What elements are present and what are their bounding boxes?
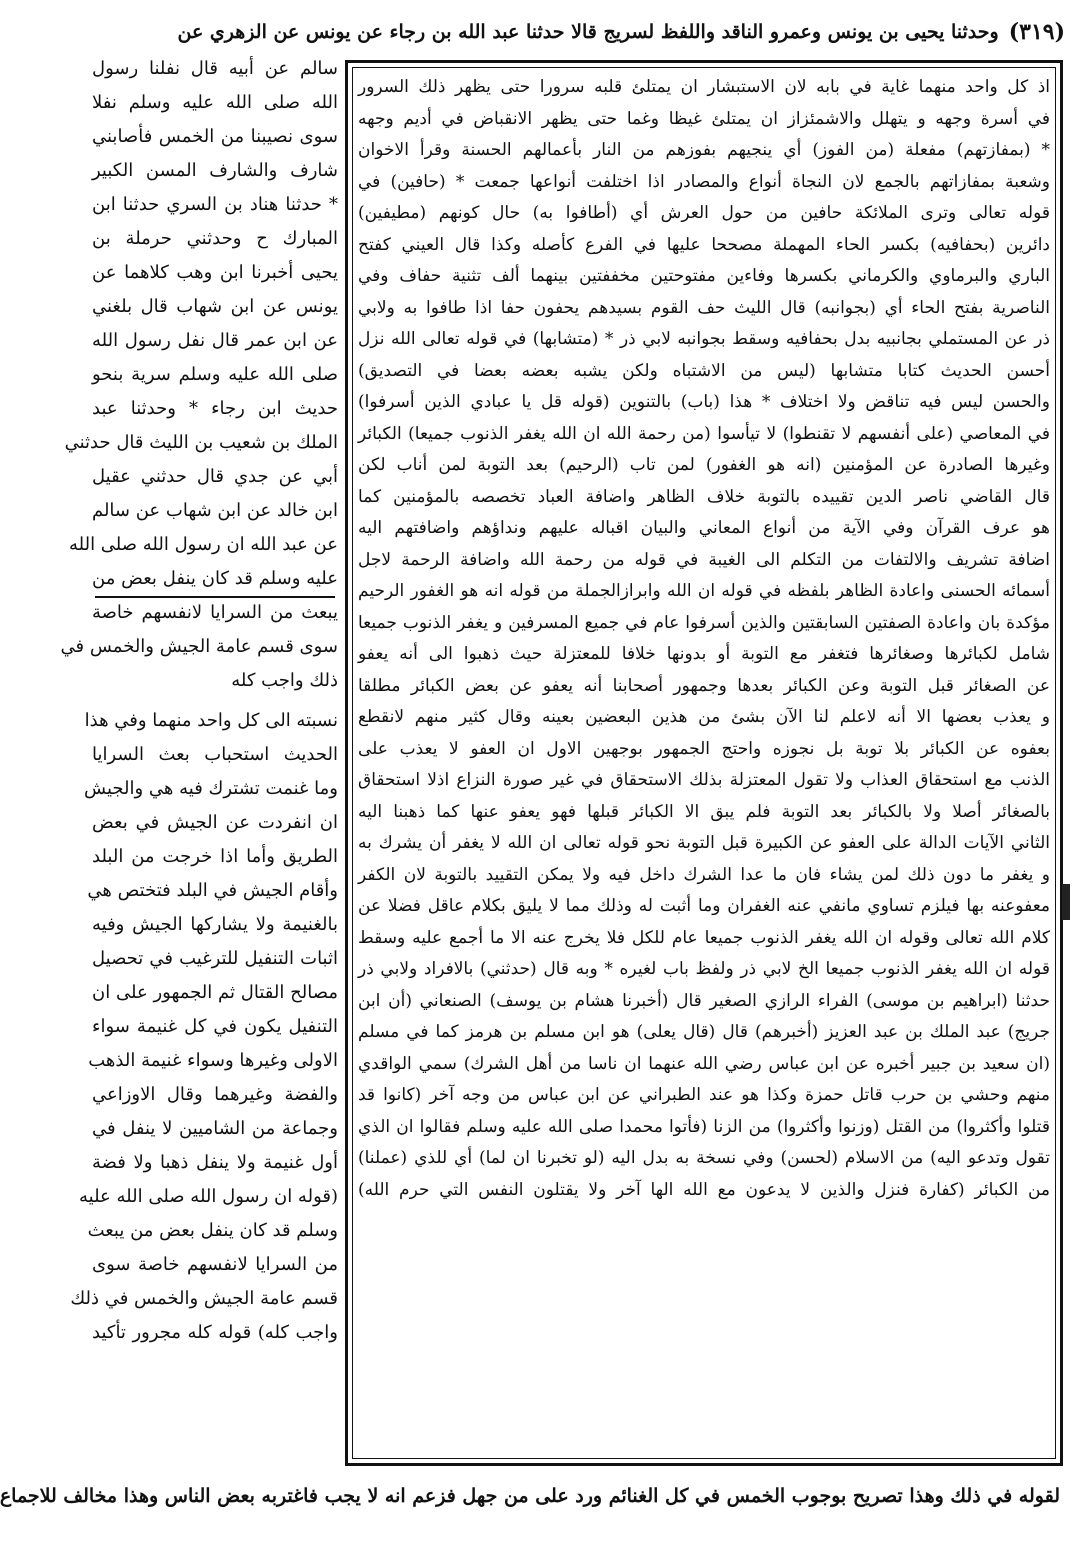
commentary-line: بعفوه عن الكبائر بلا توبة بل نجوزه واحتج الجمهور بوجهين الاول ان العفو لا يعذب على xyxy=(358,738,1050,759)
side-column-divider xyxy=(95,596,335,598)
side-line: وجماعة من الشاميين لا ينفل في xyxy=(92,1118,338,1139)
commentary-line: أسمائه الحسنى واعادة الظاهر بلفظه في قوله ان الله وابرازالجملة من قوله انه هو الغفور الرحيم xyxy=(358,581,1050,601)
side-column xyxy=(60,52,338,1452)
side-line: واجب كله) قوله كله مجرور تأكيد xyxy=(92,1322,338,1343)
side-line: ان انفردت عن الجيش في بعض xyxy=(92,812,338,833)
side-line: الملك بن شعيب بن الليث قال حدثني xyxy=(64,432,338,453)
commentary-line: الباري والبرماوي والكرماني بكسرها وفاءين مفتوحتين مخففتين بينهما ألف تثنية حفاف وفي xyxy=(358,266,1050,286)
commentary-line: عن الصغائر قبل التوبة وعن الكبائر بعدها وجمهور أصحابنا أنه يعفو عن بعض الكبائر مطلقا xyxy=(358,675,1051,696)
commentary-line: اذ كل واحد منهما غاية في بابه لان الاستبشار ان يمتلئ قلبه سرورا حتى يظهر ذلك السرور xyxy=(358,77,1050,97)
side-line: ذلك واجب كله xyxy=(231,670,338,691)
commentary-line: * (بمفازتهم) مفعلة (من الفوز) أي ينجيهم بفوزهم من النار بأعمالهم الحسنة وقرأ الاخوان xyxy=(358,140,1050,160)
side-line: وأقام الجيش في البلد فتختص هي xyxy=(87,880,338,901)
side-line: الاولى وغيرها وسواء غنيمة الذهب xyxy=(88,1050,338,1071)
side-line: شارف والشارف المسن الكبير xyxy=(92,160,338,181)
side-line: عن ابن عمر قال نفل رسول الله xyxy=(92,330,338,351)
side-line: سوى نصيبنا من الخمس فأصابني xyxy=(92,126,338,147)
side-line: نسبته الى كل واحد منهما وفي هذا xyxy=(84,710,338,731)
side-line: الحديث استحباب بعث السرايا xyxy=(92,744,338,765)
commentary-line: ذر عن المستملي بجانبيه بدل بحفافيه وسقط بجوانبه لابي ذر * (متشابها) في قوله تعالى الله نزل xyxy=(358,329,1050,349)
page-header xyxy=(95,14,1065,50)
side-line: حديث ابن رجاء * وحدثنا عبد xyxy=(92,398,338,419)
commentary-line: حدثنا (ابراهيم بن موسى) الفراء الرازي الصغير قال (أخبرنا هشام بن يوسف) الصنعاني (أن ابن xyxy=(358,990,1050,1011)
side-line: سالم عن أبيه قال نفلنا رسول xyxy=(92,58,338,79)
side-hadith-text xyxy=(60,52,338,698)
side-line: وما غنمت تشترك فيه هي والجيش xyxy=(84,778,338,799)
side-line: بالغنيمة ولا يشاركها الجيش وفيه xyxy=(92,914,338,935)
commentary-line: قتلوا وأكثروا) من القتل (وزنوا وأكثروا) من الزنا (فأتوا محمدا صلى الله عليه وسلم فقالوا ان الذي xyxy=(358,1116,1050,1137)
side-line: من السرايا لانفسهم خاصة سوى xyxy=(92,1254,338,1275)
side-sharh-text xyxy=(70,704,338,1350)
side-line: يبعث من السرايا لانفسهم خاصة xyxy=(92,602,338,623)
side-line: وسلم قد كان ينفل بعض من يبعث xyxy=(87,1220,338,1241)
side-line: أول غنيمة ولا ينفل ذهبا ولا فضة xyxy=(92,1152,338,1173)
commentary-line: (ان سعيد بن جبير أخبره عن ابن عباس رضي الله عنهما ان ناسا من أهل الشرك) سمي الواقدي xyxy=(358,1053,1050,1074)
side-line: ابن خالد عن ابن شهاب عن سالم xyxy=(91,500,338,521)
commentary-line: اضافة تشريف والالتفات من التكلم الى الغيبة في قوله من رحمة الله واضافة الرحمة لاجل xyxy=(358,549,1050,570)
commentary-line: الثاني الآيات الدالة على العفو عن الكبيرة قبل التوبة نحو قوله تعالى ان الله لا يغفر أن يشرك به xyxy=(358,833,1050,853)
commentary-line: قال القاضي ناصر الدين تقييده بالتوبة خلاف الظاهر واضافة العباد تخصصه بالمؤمنين كما xyxy=(358,486,1050,507)
commentary-line: قوله تعالى وترى الملائكة حافين من حول العرش أي (أطافوا به) حال كونهم (مطيفين) xyxy=(358,203,1050,223)
commentary-line: الناصرية بفتح الحاء أي (بجوانبه) قال الليث حف القوم بسيدهم يحفون حفا اذا طافوا به ولابي xyxy=(358,297,1050,318)
side-line: سوى قسم عامة الجيش والخمس في xyxy=(60,636,338,657)
commentary-line: أحسن الحديث كتابا متشابها (ليس من الاشتباه ولكن يشبه بعضه بعضا في التصديق) xyxy=(358,360,1050,381)
side-line: الطريق وأما اذا خرجت من البلد xyxy=(92,846,338,867)
side-line: * حدثنا هناد بن السري حدثنا ابن xyxy=(92,194,338,215)
side-line: المبارك ح وحدثني حرملة بن xyxy=(92,228,338,249)
side-line: مصالح القتال ثم الجمهور على ان xyxy=(92,982,338,1003)
side-line: (قوله ان رسول الله صلى الله عليه xyxy=(79,1186,338,1207)
commentary-line: منهم وحشي بن حرب قاتل حمزة وكذا هو عند الطبراني عن ابن عباس من وجه آخر (كانوا قد xyxy=(358,1085,1050,1105)
commentary-line: في المعاصي (على أنفسهم لا تقنطوا) لا تيأسوا (من رحمة الله ان الله يغفر الذنوب جميعا) الكبائر xyxy=(358,423,1050,444)
commentary-line: جريج) عبد الملك بن عبد العزيز (أخبرهم) قال (قال يعلى) هو ابن مسلم بن هرمز كما في مسلم xyxy=(358,1022,1050,1042)
header-hadith-text: وحدثنا يحيى بن يونس وعمرو الناقد واللفظ لسريج قالا حدثنا عبد الله بن رجاء عن يونس عن الزهري عن xyxy=(177,21,999,43)
side-line: التنفيل يكون في كل غنيمة سواء xyxy=(92,1016,338,1037)
commentary-line: وغيرها الصادرة عن المؤمنين (انه هو الغفور) لمن تاب (الرحيم) بعد التوبة لمن أناب لكن xyxy=(358,455,1050,475)
page-number: (٣١٩) xyxy=(1008,19,1065,45)
commentary-text-block xyxy=(358,72,1050,1452)
commentary-line: والحسن ليس فيه تناقض ولا اختلاف * هذا (باب) بالتنوين (قوله قل يا عبادي الذين أسرفوا) xyxy=(358,392,1050,412)
side-line: أبي عن جدي قال حدثني عقيل xyxy=(92,466,338,487)
commentary-line: و يغفر ما دون ذلك لمن يشاء فان ما عدا الشرك داخل فيه ولا يمكن التقييد بالتوبة لان الكفر xyxy=(358,864,1050,885)
commentary-line: كلام الله تعالى وقوله ان الله يغفر الذنوب جميعا عام للكل فلا يخرج عنه الا ما أجمع عليه وسقط xyxy=(358,927,1050,948)
commentary-line: معفوعنه بها فيلزم تساوي مانفي عنه الغفران وما أثبت له وذلك مما لا يليق بكلام عاقل فضلا عن xyxy=(358,896,1050,916)
side-line: عن عبد الله ان رسول الله صلى الله xyxy=(68,534,338,555)
commentary-line: هو عرف القرآن وفي الآية من أنواع المعاني والبيان اقباله عليهم ونداؤهم واضافتهم اليه xyxy=(358,518,1050,538)
page-footer: لقوله في ذلك وهذا تصريح بوجوب الخمس في كل الغنائم ورد على من جهل فزعم انه لا يجب فاغتربه بعض الناس وهذا مخالف للاجماع xyxy=(0,1485,1060,1507)
commentary-line: تقول وتدعو اليه) من الاسلام (لحسن) وفي نسخة به بدل اليه (لو تخبرنا ان لما) أي للذي (عملنا) xyxy=(358,1148,1050,1168)
side-line: اثبات التنفيل للترغيب في تحصيل xyxy=(92,948,338,969)
commentary-line: الذنب مع استحقاق العذاب ولا تقول المعتزلة بذلك الاستحقاق في غير صورة النزاع اذلا استحقاق xyxy=(358,770,1050,790)
side-line: والفضة وغيرهما وقال الاوزاعي xyxy=(92,1084,338,1105)
commentary-line: وشعبة بمفازاتهم بالجمع لان النجاة أنواع والمصادر اذا اختلفت أنواعها جمعت * (حافين) في xyxy=(358,171,1050,192)
commentary-line: في أسرة وجهه و يتهلل والاشمئزاز ان يمتلئ غيظا وغما حتى يظهر الانقباض في أديم وجهه xyxy=(358,108,1050,129)
commentary-line: من الكبائر (كفارة فنزل والذين لا يدعون مع الله الها آخر ولا يقتلون النفس التي حرم الله) xyxy=(358,1179,1050,1200)
margin-ink-mark xyxy=(1062,884,1070,920)
commentary-line: مؤكدة بان واعادة الصفتين السابقتين والذين أسرفوا عام في جميع المسرفين و يغفر الذنوب جميعا xyxy=(358,612,1050,633)
commentary-line: شامل لكبائرها وصغائرها فتغفر مع التوبة أو بدونها خلافا للمعتزلة حيث ذهبوا الى أنه يعفو xyxy=(358,644,1050,664)
commentary-line: و يعذب بعضها الا أنه لاعلم لنا الآن بشئ من هذين البعضين بعينه وقال كثير منهم لانقطع xyxy=(358,707,1050,727)
side-line: صلى الله عليه وسلم سرية بنحو xyxy=(92,364,338,385)
side-line: قسم عامة الجيش والخمس في ذلك xyxy=(70,1288,338,1309)
commentary-line: دائرين (بحفافيه) بكسر الحاء المهملة مصححا عليها في الفرع كأصله وكذا قال العيني كفتح xyxy=(358,234,1050,255)
side-line: يونس عن ابن شهاب قال بلغني xyxy=(92,296,338,317)
commentary-line: قوله ان الله يغفر الذنوب جميعا الخ لابي ذر ولفظ باب لغيره * وبه قال (حدثني) بالافراد ولابي ذر xyxy=(358,959,1050,979)
side-line: عليه وسلم قد كان ينفل بعض من xyxy=(92,568,338,589)
side-line: يحيى أخبرنا ابن وهب كلاهما عن xyxy=(92,262,338,283)
commentary-line: بالصغائر أصلا ولا بالكبائر بعد التوبة فلم يبق الا الكبائر قبلها فهو يعفو عنها كما ذهبنا اليه xyxy=(358,801,1050,822)
side-line: الله صلى الله عليه وسلم نفلا xyxy=(92,92,338,113)
